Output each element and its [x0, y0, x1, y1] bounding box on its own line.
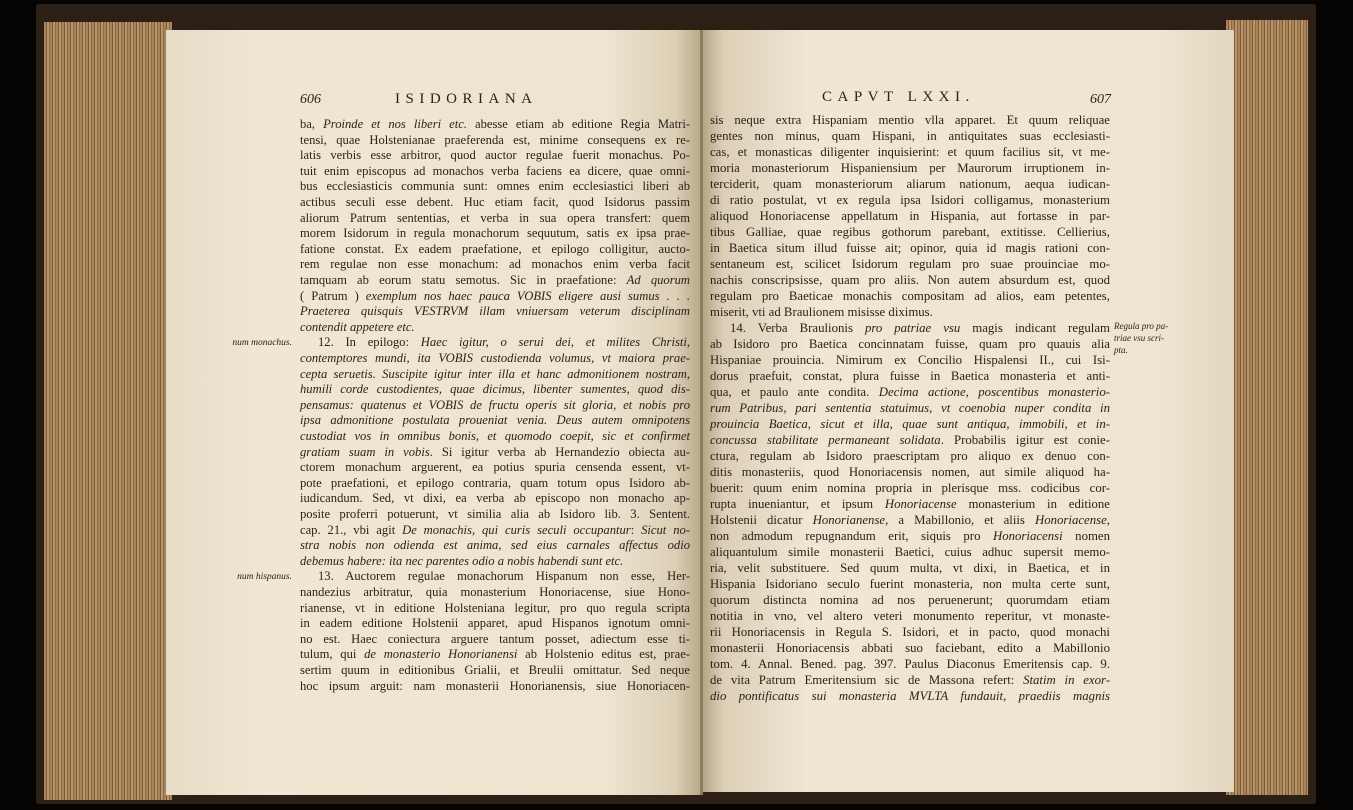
- right-text-line: [710, 624, 1110, 640]
- left-text-line: [300, 273, 690, 289]
- roman-text: monasterium in editione: [956, 497, 1110, 511]
- roman-text: morem Isidorum in regula monachorum sequutum, satis ex ipsa prae-: [300, 226, 690, 241]
- roman-text: sentaneum est, scilicet Isidorum regulam pro suae prouinciae mo-: [710, 257, 1110, 271]
- italic-text: ipsa admonitione postulata proueniat venia. Deus autem omnipotens: [300, 413, 690, 428]
- roman-text: rii Honoriacensis in Regula S. Isidori, et in pacto, quod monachi: [710, 625, 1110, 639]
- roman-text: 13. Auctorem regulae monachorum Hispanum non esse, Her-: [318, 569, 690, 584]
- left-text-line: [300, 460, 690, 476]
- left-text-line: [300, 616, 690, 632]
- left-text-line: [300, 133, 690, 149]
- roman-text: tuit enim episcopus ad monachos verba faciens ea dicere, quae omni-: [300, 163, 690, 178]
- right-text-line: [710, 432, 1110, 448]
- right-text-line: [710, 560, 1110, 576]
- italic-text: Honorianense: [812, 513, 886, 527]
- roman-text: ctorem monachum arguerent, ea potius spuria censenda essent, vt-: [300, 460, 690, 475]
- roman-text: notitia in vno, vel altero veteri monumento reperitur, vt monaste-: [710, 609, 1110, 623]
- left-text-line: [300, 632, 690, 648]
- roman-text: ba,: [300, 117, 324, 131]
- right-text-line: [710, 160, 1110, 176]
- roman-text: :: [630, 522, 642, 537]
- right-text-line: [710, 208, 1110, 224]
- italic-text: contemptores mundi, ita VOBIS custodienda volumus, vt maiora prae-: [300, 351, 690, 365]
- right-running-head: CAPVT LXXI.: [822, 89, 975, 105]
- roman-text: aliquod Honoriacense appellatum in Hispania, aut fortasse in par-: [710, 209, 1110, 223]
- roman-text: Holstenii dicatur: [710, 513, 813, 527]
- roman-text: ab Isidoro pro Baetica concinnatam fuisse, quam pro quauis alia: [710, 337, 1110, 351]
- italic-text: humili corde custodientes, quae dicimus, libenter sumentes, quod dis-: [300, 382, 690, 397]
- right-text-line: [710, 400, 1110, 416]
- right-text-line: [710, 192, 1110, 208]
- left-text-line: [300, 226, 690, 242]
- italic-text: Honoriacense: [1034, 513, 1107, 527]
- right-text-line: [710, 176, 1110, 192]
- left-text-line: [300, 164, 690, 180]
- roman-text: actibus seculi esse debent. Huc etiam facit, quod Isidorus passim: [300, 195, 690, 209]
- roman-text: cap. 21., vbi agit: [300, 522, 403, 537]
- italic-text: Honoriacensi: [992, 529, 1063, 543]
- roman-text: moria monasteriorum Hispaniensium per Maurorum irruptionem in-: [710, 161, 1110, 175]
- italic-text: Praeterea quisquis VESTRVM illam vniuersam veterum disciplinam: [300, 304, 690, 319]
- margin-note: num monachus.: [232, 338, 292, 348]
- right-text-line: [710, 656, 1110, 672]
- roman-text: hoc ipsum arguit: nam monasterii Honorianensis, siue Honoriacen-: [300, 678, 690, 693]
- roman-text: magis indicant regulam: [960, 321, 1110, 335]
- roman-text: nandezius arbitratur, quia monasterium Honoriacense, siue Hono-: [300, 585, 690, 599]
- italic-text: Statim in exor-: [1023, 673, 1110, 687]
- roman-text: latis verbis esse arbitror, quod auctor regulae fuerit monachus. Po-: [300, 148, 690, 163]
- right-text-line: [710, 272, 1110, 288]
- right-text-line: [710, 288, 1110, 304]
- right-text-line: [710, 224, 1110, 240]
- roman-text: aliorum Patrum sententias, et verba in sua opera transfert: quem: [300, 210, 690, 225]
- roman-text: ctura, regulam ab Isidoro praescriptam pro aliquo ex denuo con-: [710, 449, 1110, 463]
- left-text-line: [300, 367, 690, 383]
- margin-note: pta.: [1114, 345, 1128, 355]
- roman-text: quorum distincta nomina ad nos peruenerunt; quorumdam etiam: [710, 593, 1110, 607]
- roman-text: abesse etiam ab editione Regia Matri-: [467, 117, 691, 131]
- roman-text: nachis conscripsisse, quam pro aliis. Non autem absurdum est, quod: [710, 273, 1110, 287]
- roman-text: tulum, qui: [300, 647, 365, 662]
- italic-text: Ad quorum: [626, 273, 690, 287]
- italic-text: exemplum nos haec pauca VOBIS eligere ausi sumus . . .: [365, 288, 690, 303]
- left-text-line: [300, 445, 690, 461]
- left-text-line: [300, 382, 690, 398]
- left-text-line: [318, 335, 690, 351]
- left-text-line: [300, 679, 690, 695]
- right-text-line: [710, 544, 1110, 560]
- roman-text: non admodum repugnandum erit, siquis pro: [710, 529, 993, 543]
- roman-text: cas, et monasticas diligenter inquisierint: et quum facilius sit, vt me-: [710, 145, 1110, 159]
- left-text-line: [300, 507, 690, 523]
- right-page-block-edge: [1226, 20, 1308, 795]
- right-text-line: [710, 144, 1110, 160]
- right-text-line: [710, 672, 1110, 688]
- roman-text: in eadem editione Holstenii apparet, apud Hispanos ignotum omni-: [300, 616, 690, 631]
- roman-text: no est. Haec coniectura arguere tantum posset, adiectum esse ti-: [300, 631, 690, 646]
- roman-text: buerit: quum enim nomina propria in plerisque mss. codicibus cor-: [710, 481, 1110, 495]
- roman-text: . Si igitur verba ab Hernandezio obiecta au-: [429, 444, 690, 459]
- margin-note: triae vsu scri-: [1114, 333, 1164, 343]
- roman-text: rupta inueniantur, et ipsum: [710, 497, 885, 511]
- right-text-line: [710, 368, 1110, 384]
- roman-text: 14. Verba Braulionis: [730, 321, 865, 335]
- right-text-line: [730, 320, 1110, 336]
- left-text-line: [300, 211, 690, 227]
- italic-text: Decima actione, poscentibus monasterio-: [878, 385, 1110, 399]
- roman-text: regulam pro Baeticae monachis compositam ad alios, eam petentes,: [710, 289, 1110, 303]
- margin-note: Regula pro pa-: [1114, 321, 1169, 331]
- left-text-line: [300, 320, 415, 336]
- right-text-line: [710, 496, 1110, 512]
- right-text-line: [710, 576, 1110, 592]
- left-running-head: ISIDORIANA: [395, 91, 538, 107]
- right-text-line: [710, 112, 1110, 128]
- italic-text: de monasterio Honorianensi: [364, 647, 518, 662]
- roman-text: sis neque extra Hispaniam mentio vlla apparet. Et quum reliquae: [710, 113, 1110, 127]
- left-text-line: [300, 398, 690, 414]
- right-text-line: [710, 240, 1110, 256]
- right-text-line: [710, 384, 1110, 400]
- roman-text: iudicandum. Sed, vt dixi, ea verba ab episcopo non monacho ap-: [300, 491, 690, 506]
- left-text-line: [300, 242, 690, 258]
- right-text-line: [710, 352, 1110, 368]
- left-text-line: [300, 647, 690, 663]
- roman-text: qua, et paulo ante condita.: [710, 385, 879, 399]
- roman-text: posite proferri potuerunt, vt similia alia ab Isidoro lib. 3. Sentent.: [300, 507, 690, 521]
- left-text-line: [300, 179, 690, 195]
- left-text-line: [300, 663, 690, 679]
- italic-text: gratiam suam in vobis: [300, 444, 430, 459]
- roman-text: sertim quum in editionibus Grialii, et Breulii omittatur. Sed neque: [300, 663, 690, 677]
- roman-text: Hispania Isidoriano seculo fuerint monasteria, non multa certe sunt,: [710, 577, 1110, 591]
- right-text-line: [710, 608, 1110, 624]
- italic-text: stra nobis non odienda est anima, sed eius carnales affectus odio: [300, 538, 690, 553]
- left-text-line: [300, 554, 623, 570]
- roman-text: aliquantulum simile monasterii Baetici, cuius adhuc supersit memo-: [710, 545, 1110, 559]
- italic-text: Proinde et nos liberi etc.: [323, 117, 467, 131]
- left-page-block-edge: [44, 22, 172, 800]
- roman-text: tibus Galliae, quae regibus gothorum parebant, extitisse. Cellierius,: [710, 225, 1110, 239]
- left-text-line: [300, 538, 690, 554]
- left-text-line: [300, 257, 690, 273]
- left-text-line: [300, 117, 690, 133]
- roman-text: terciderit, quam monasteriorum aliarum nationum, aequa iudican-: [710, 177, 1110, 191]
- right-text-line: [710, 448, 1110, 464]
- left-text-line: [300, 476, 690, 492]
- right-text-line: [710, 464, 1110, 480]
- left-text-line: [300, 351, 690, 367]
- italic-text: concussa stabilitate permaneant solidata: [710, 433, 941, 447]
- italic-text: Honoriacense: [884, 497, 957, 511]
- italic-text: dio pontificatus sui monasteria MVLTA fundauit, praediis magnis: [710, 689, 1110, 703]
- roman-text: ab Holstenio editus est, prae-: [517, 647, 690, 662]
- italic-text: Haec igitur, o serui dei, et milites Christi,: [420, 335, 691, 350]
- book-spine-gutter: [700, 30, 703, 795]
- roman-text: bus ecclesiasticis communia sunt: omnes enim ecclesiastici liberi ab: [300, 179, 690, 194]
- left-text-line: [300, 429, 690, 445]
- left-text-line: [300, 195, 690, 211]
- roman-text: Hispaniae prouincia. Nimirum ex Concilio Hispalensi II., cui Isi-: [710, 353, 1110, 367]
- left-text-line: [300, 523, 690, 539]
- left-text-line: [300, 491, 690, 507]
- left-text-line: [300, 413, 690, 429]
- right-text-line: [710, 592, 1110, 608]
- left-page-number: 606: [300, 92, 321, 107]
- right-text-line: [710, 512, 1110, 528]
- right-text-line: [710, 416, 1110, 432]
- right-text-line: [710, 688, 1110, 704]
- right-text-line: [710, 304, 933, 320]
- left-text-line: [318, 569, 690, 585]
- roman-text: in Baetica situm illud fuisse ait; opinor, quia id magis rationi con-: [710, 241, 1110, 255]
- italic-text: debemus habere: ita nec parentes odio a nobis habendi sunt etc.: [300, 553, 624, 568]
- left-text-line: [300, 601, 690, 617]
- italic-text: De monachis, qui curis seculi occupantur: [402, 522, 631, 537]
- roman-text: tamquam ab eorum statu semotus. Sic in praefatione:: [300, 273, 627, 287]
- italic-text: cepta seruetis. Suscipite igitur inter illa et hanc admonitionem nostram,: [300, 366, 690, 381]
- roman-text: rianense, vt in editione Holsteniana legitur, pro quo regula scripta: [300, 600, 690, 615]
- italic-text: pro patriae vsu: [864, 321, 961, 335]
- right-text-line: [710, 480, 1110, 496]
- right-text-line: [710, 128, 1110, 144]
- roman-text: ,: [1106, 513, 1110, 527]
- roman-text: tensi, quae Holstenianae praeferenda est, minime consequens ex re-: [300, 132, 690, 147]
- roman-text: fatione constat. Ex eadem praefatione, et epilogo colligitur, aucto-: [300, 241, 690, 256]
- right-text-line: [710, 640, 1110, 656]
- left-text-line: [300, 585, 690, 601]
- italic-text: prouincia Baetica, sicut et illa, quae sunt antiqua, immobili, et in-: [710, 417, 1110, 431]
- right-text-line: [710, 256, 1110, 272]
- roman-text: monasterii Honoriacensis abbati suo faciebant, edito a Mabillonio: [710, 641, 1110, 655]
- italic-text: Sicut no-: [641, 522, 690, 537]
- left-text-line: [300, 148, 690, 164]
- roman-text: rem regulae non esse monachum: ad monachos enim verba facit: [300, 257, 690, 272]
- right-text-line: [710, 528, 1110, 544]
- roman-text: , a Mabillonio, et aliis: [885, 513, 1035, 527]
- italic-text: contendit appetere etc.: [300, 319, 415, 334]
- roman-text: nomen: [1062, 529, 1110, 543]
- roman-text: miserit, vti ad Braulionem misisse diximus.: [710, 305, 933, 319]
- italic-text: rum Patribus, pari sententia statuimus, vt coenobia nuper condita in: [710, 401, 1110, 415]
- right-text-line: [710, 336, 1110, 352]
- margin-note: num hispanus.: [237, 572, 292, 582]
- italic-text: pensamus: quatenus et VOBIS de fructu operis sit gloria, et nobis pro: [300, 397, 690, 412]
- roman-text: 12. In epilogo:: [318, 335, 421, 350]
- roman-text: tom. 4. Annal. Bened. pag. 397. Paulus Diaconus Emeritensis cap. 9.: [710, 657, 1110, 671]
- roman-text: ditis monasteriis, quod Honoriacensis nomen, aut simile aliquod ha-: [710, 465, 1110, 479]
- left-text-line: [300, 289, 690, 305]
- roman-text: ria, velit substituere. Sed quum multa, vt dixi, in Baetica, et in: [710, 561, 1110, 575]
- roman-text: . Probabilis igitur est conie-: [940, 433, 1110, 447]
- roman-text: pote praefationi, et epilogo contraria, quam totum opus Isidoro ab-: [300, 475, 690, 490]
- italic-text: custodiat vos in omnibus bonis, et quomodo coepit, sic et confirmet: [300, 429, 690, 443]
- roman-text: de vita Patrum Emeritensium sic de Massona refert:: [710, 673, 1024, 687]
- roman-text: ( Patrum ): [300, 288, 366, 303]
- roman-text: di ratio postulat, vt ex regula ipsa Isidori colligamus, monasterium: [710, 193, 1110, 207]
- left-text-line: [300, 304, 690, 320]
- roman-text: gentes non minus, quam Hispani, in antiquitates suas ecclesiasti-: [710, 129, 1110, 143]
- right-page-number: 607: [1090, 92, 1111, 107]
- roman-text: dorus praefuit, constat, plura fuisse in Baetica monasteria et anti-: [710, 369, 1110, 383]
